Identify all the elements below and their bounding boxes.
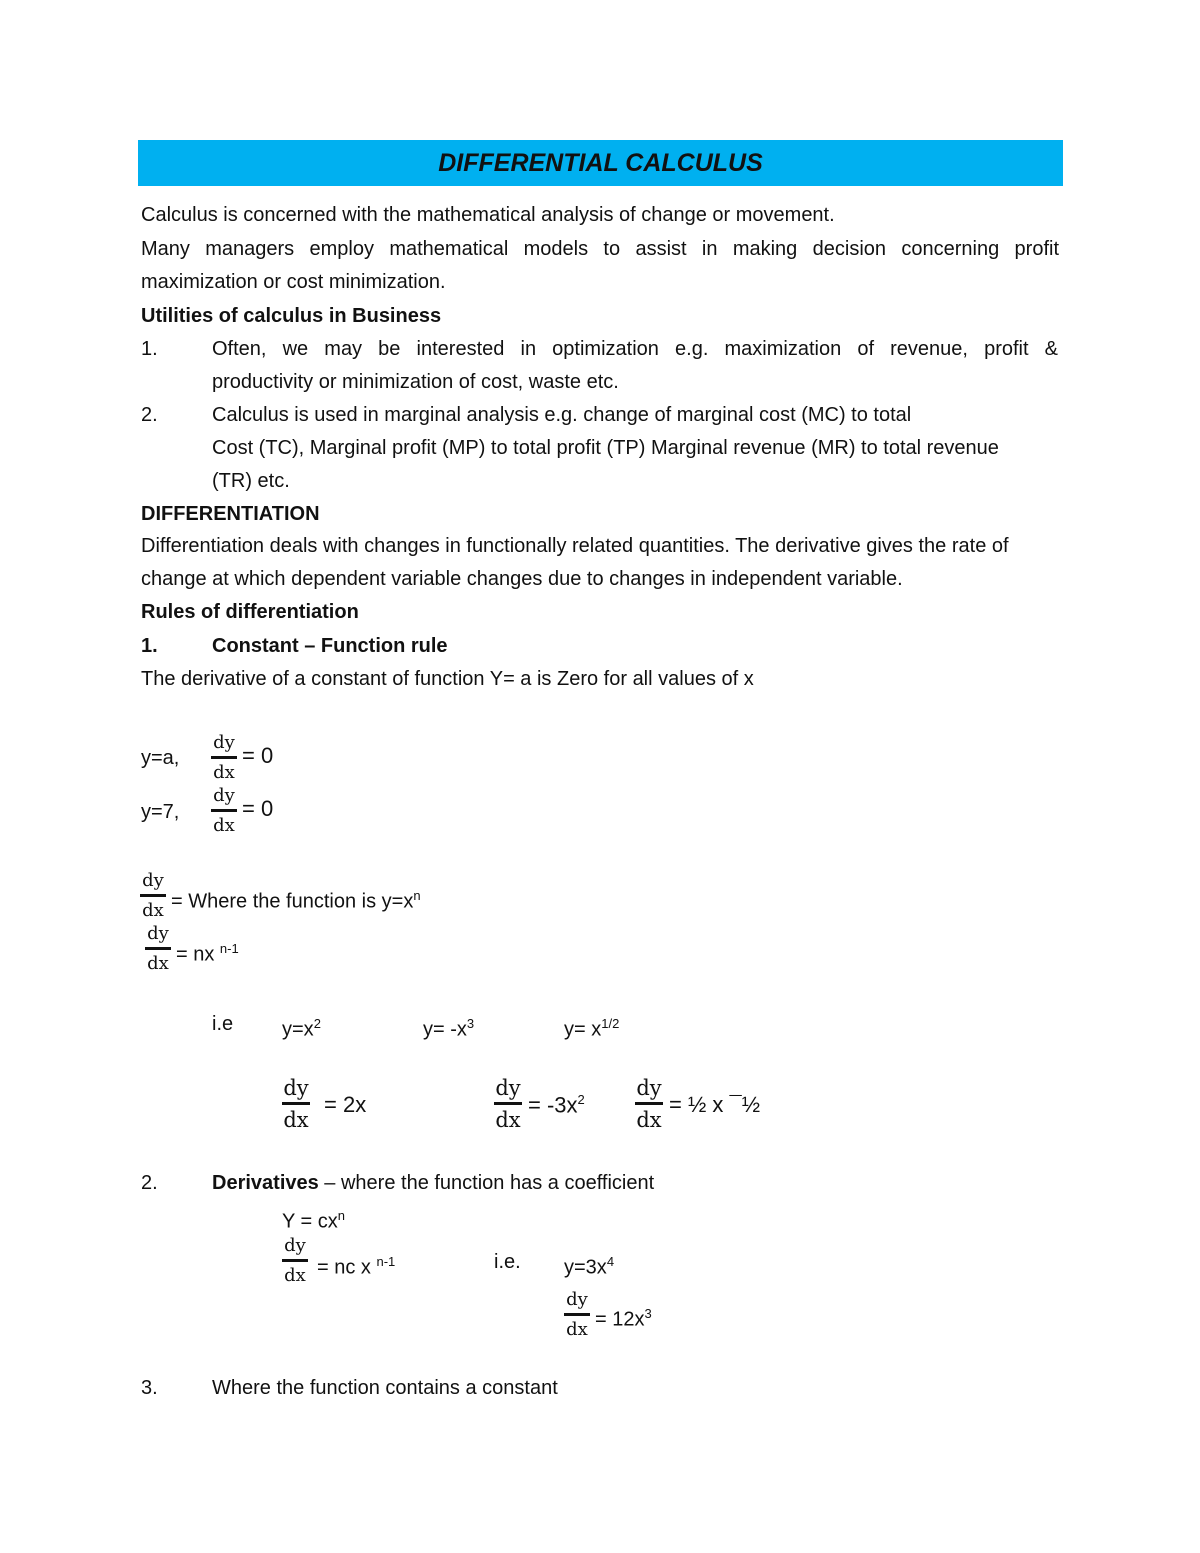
- example-neg-x-cubed: [423, 1012, 474, 1042]
- differentiation-text: Differentiation deals with changes in functionally related quantities. The derivative gives the rate of change at which dependent variable changes due to changes in independent variable.: [141, 535, 1009, 590]
- fraction-numerator: dy: [142, 870, 164, 891]
- result-neg-3x-squared: [528, 1092, 585, 1118]
- rules-heading: Rules of differentiation: [141, 601, 359, 623]
- rule-1-title: Constant – Function rule: [212, 635, 448, 657]
- power-rule-formula-exponent: n-1: [219, 941, 239, 956]
- fraction-dy-dx: [145, 923, 171, 975]
- fraction-bar: [282, 1102, 310, 1105]
- rule-2-heading: [212, 1171, 654, 1195]
- fraction-denominator: dx: [284, 1265, 306, 1286]
- fraction-numerator: dy: [213, 785, 235, 806]
- rule-2-example-exponent: 4: [606, 1254, 615, 1269]
- utilities-item-2-line-2: Cost (TC), Marginal profit (MP) to total profit (TP) Marginal revenue (MR) to total revenue: [212, 437, 999, 459]
- intro-line-1: Calculus is concerned with the mathematical analysis of change or movement.: [141, 204, 835, 226]
- result-2x: = 2x: [324, 1092, 367, 1117]
- fraction-numerator: dy: [283, 1076, 309, 1100]
- rule-2-function: [282, 1204, 345, 1234]
- fraction-bar: [564, 1313, 590, 1316]
- rule-2-description: – where the function has a coefficient: [318, 1172, 655, 1194]
- example-x-squared-exponent: 2: [313, 1016, 321, 1031]
- fraction-bar: [145, 947, 171, 950]
- rule-2-result-exponent: 3: [644, 1306, 652, 1321]
- result-neg-3x-squared-exponent: 2: [577, 1092, 585, 1107]
- fraction-bar: [140, 894, 166, 897]
- utilities-item-1-line-1: Often, we may be interested in optimization e.g. maximization of revenue, profit &: [212, 338, 1058, 360]
- page-title: DIFFERENTIAL CALCULUS: [438, 149, 763, 177]
- power-rule-formula: [176, 937, 239, 967]
- fraction-dy-dx: [211, 785, 237, 837]
- ie-label: i.e: [212, 1013, 234, 1035]
- rule-3-number: 3.: [141, 1377, 158, 1399]
- rule-2-title: Derivatives: [212, 1172, 319, 1194]
- result-neg-3x-squared-text: = -3x: [528, 1092, 578, 1118]
- rule-2-derivative-text: = nc x: [317, 1256, 377, 1279]
- fraction-denominator: dx: [213, 762, 235, 783]
- result-half-x: [669, 1092, 760, 1118]
- example-x-half-exponent: 1/2: [601, 1016, 620, 1031]
- rule-1-number: 1.: [141, 635, 158, 657]
- utilities-item-2-line-3: (TR) etc.: [212, 470, 290, 492]
- power-rule-formula-text: = nx: [176, 943, 220, 966]
- fraction-denominator: dx: [283, 1108, 309, 1132]
- rule-1-description: The derivative of a constant of function Y= a is Zero for all values of x: [141, 668, 754, 690]
- fraction-bar: [211, 756, 237, 759]
- power-rule-exponent: n: [413, 888, 421, 903]
- rule-2-derivative: [317, 1250, 395, 1280]
- utilities-heading: Utilities of calculus in Business: [141, 305, 442, 327]
- fraction-dy-dx: [211, 732, 237, 784]
- example-y-equals-7: y=7,: [141, 801, 180, 823]
- rule-2-result: [595, 1302, 652, 1332]
- utilities-item-2-line-1: Calculus is used in marginal analysis e.g. change of marginal cost (MC) to total: [212, 404, 912, 426]
- utilities-item-2-number: 2.: [141, 404, 158, 426]
- example-x-half-text: y= x: [564, 1018, 602, 1041]
- fraction-denominator: dx: [147, 953, 169, 974]
- fraction-dy-dx: [494, 1076, 522, 1132]
- fraction-denominator: dx: [636, 1108, 662, 1132]
- utilities-item-1-number: 1.: [141, 338, 158, 360]
- fraction-numerator: dy: [213, 732, 235, 753]
- example-y-equals-a: y=a,: [141, 747, 180, 769]
- rule-2-example: [564, 1250, 614, 1280]
- rule-2-example-text: y=3x: [564, 1256, 607, 1279]
- power-rule-statement: [171, 884, 421, 914]
- fraction-dy-dx: [282, 1235, 308, 1287]
- fraction-dy-dx: [564, 1289, 590, 1341]
- fraction-bar: [211, 809, 237, 812]
- rule-2-derivative-exponent: n-1: [376, 1254, 396, 1269]
- fraction-dy-dx: [140, 870, 166, 922]
- fraction-numerator: dy: [147, 923, 169, 944]
- fraction-numerator: dy: [495, 1076, 521, 1100]
- power-rule-text: = Where the function is y=x: [171, 890, 414, 913]
- fraction-numerator: dy: [566, 1289, 588, 1310]
- fraction-denominator: dx: [495, 1108, 521, 1132]
- fraction-dy-dx: [635, 1076, 663, 1132]
- example-neg-x-cubed-exponent: 3: [466, 1016, 475, 1031]
- utilities-item-1-line-2: productivity or minimization of cost, waste etc.: [212, 371, 619, 393]
- example-x-squared: [282, 1012, 321, 1042]
- rule-2-ie-label: i.e.: [494, 1251, 521, 1273]
- fraction-bar: [282, 1259, 308, 1262]
- rule-2-result-text: = 12x: [595, 1308, 645, 1331]
- differentiation-heading: DIFFERENTIATION: [141, 503, 320, 525]
- fraction-denominator: dx: [566, 1319, 588, 1340]
- fraction-numerator: dy: [636, 1076, 662, 1100]
- rule-2-function-exponent: n: [337, 1208, 346, 1223]
- example-x-squared-text: y=x: [282, 1018, 314, 1041]
- rule-3-title: Where the function contains a constant: [212, 1377, 558, 1399]
- equals-zero: = 0: [242, 743, 274, 768]
- result-half-x-exponent: ¯½: [729, 1092, 761, 1117]
- rule-2-number: 2.: [141, 1172, 158, 1194]
- example-neg-x-cubed-text: y= -x: [423, 1018, 467, 1041]
- fraction-dy-dx: [282, 1076, 310, 1132]
- fraction-numerator: dy: [284, 1235, 306, 1256]
- result-half-x-text: = ½ x: [669, 1092, 730, 1117]
- equals-zero: = 0: [242, 796, 274, 821]
- fraction-denominator: dx: [142, 900, 164, 921]
- intro-line-2: Many managers employ mathematical models to assist in making decision concerning profit maximization or cost minimization.: [141, 238, 1059, 293]
- fraction-denominator: dx: [213, 815, 235, 836]
- fraction-bar: [494, 1102, 522, 1105]
- fraction-bar: [635, 1102, 663, 1105]
- title-banner: [138, 140, 1063, 186]
- rule-2-function-text: Y = cx: [282, 1210, 338, 1233]
- example-x-half: [564, 1012, 619, 1042]
